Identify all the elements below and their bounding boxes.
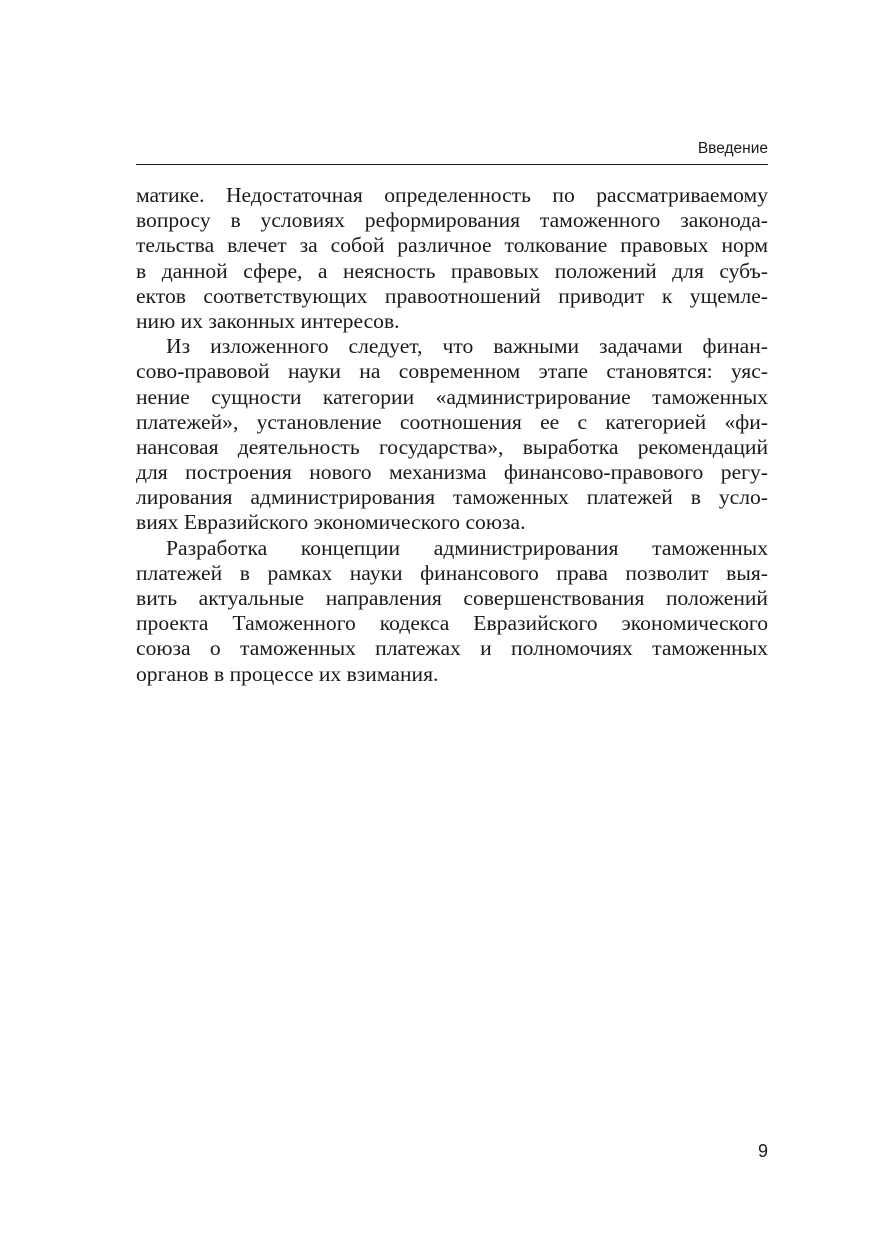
text-line: органов в процессе их взимания. — [136, 661, 439, 686]
header-rule — [136, 164, 768, 165]
text-line: союза о таможенных платежах и полномочиях таможенных — [136, 636, 768, 661]
text-line: тельства влечет за собой различное толкование правовых норм — [136, 233, 768, 258]
text-line: Разработка концепции администрирования таможенных — [166, 535, 768, 560]
text-line: платежей в рамках науки финансового права позволит выя- — [136, 560, 768, 585]
paragraph-3 — [136, 536, 768, 687]
text-line: матике. Недостаточная определенность по рассматриваемому — [136, 183, 768, 207]
running-head: Введение — [697, 140, 768, 157]
text-line: нию их законных интересов. — [136, 308, 400, 333]
text-line: виях Евразийского экономического союза. — [136, 510, 526, 535]
paragraph-2 — [136, 334, 768, 536]
text-line: ектов соответствующих правоотношений приводит к ущемле- — [136, 283, 768, 308]
text-line: для построения нового механизма финансово-правового регу- — [136, 460, 768, 485]
text-line: нение сущности категории «администрирование таможенных — [136, 384, 768, 409]
body-text — [136, 183, 768, 687]
text-line: вить актуальные направления совершенствования положений — [136, 586, 768, 610]
paragraph-1 — [136, 183, 768, 334]
text-line: в данной сфере, а неясность правовых положений для субъ- — [136, 258, 768, 283]
text-line: нансовая деятельность государства», выработка рекомендаций — [136, 434, 768, 459]
text-line: лирования администрирования таможенных платежей в усло- — [136, 485, 768, 510]
text-line: проекта Таможенного кодекса Евразийского экономического — [136, 611, 768, 636]
text-line: платежей», установление соотношения ее с категорией «фи- — [136, 409, 768, 434]
page-number: 9 — [757, 1141, 768, 1161]
text-line: вопросу в условиях реформирования таможенного законода- — [136, 208, 768, 233]
text-line: Из изложенного следует, что важными задачами финан- — [166, 334, 768, 359]
text-line: сово-правовой науки на современном этапе становятся: уяс- — [136, 359, 768, 384]
